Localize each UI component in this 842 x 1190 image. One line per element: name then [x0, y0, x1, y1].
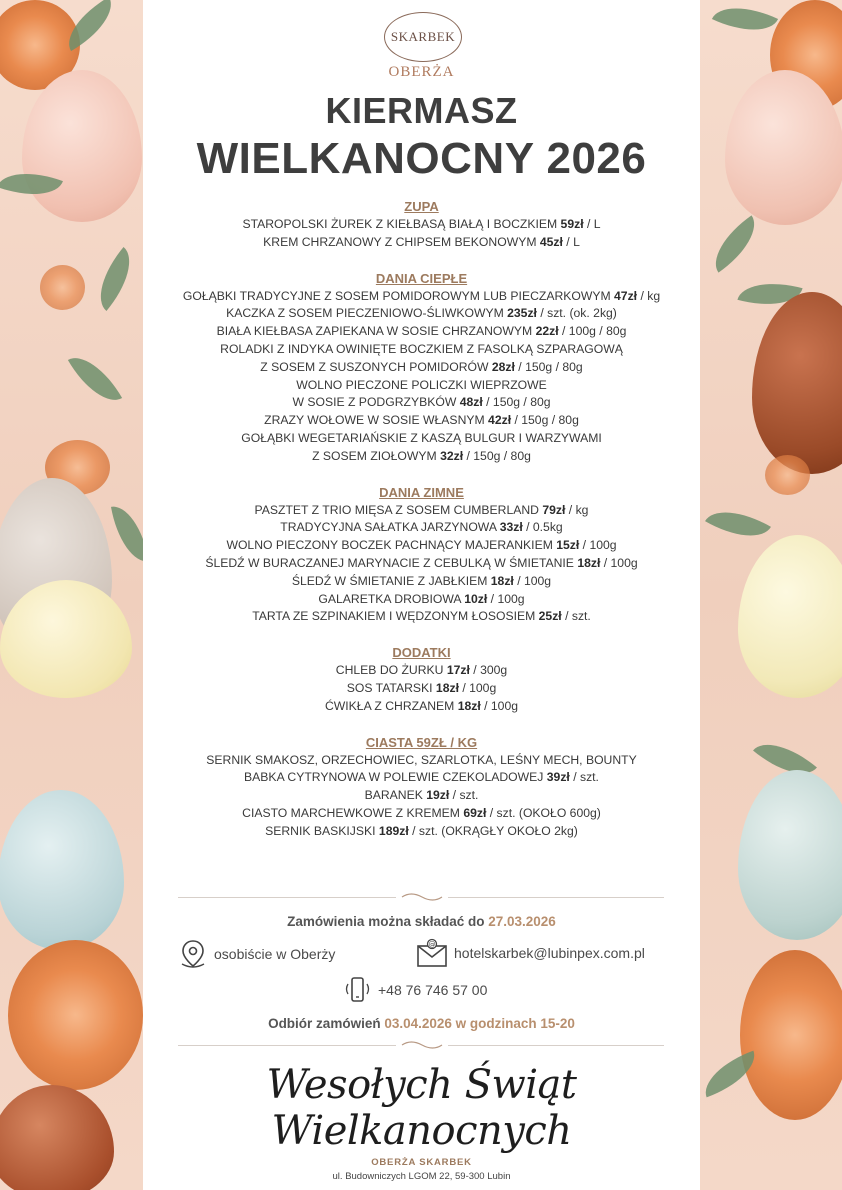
leaf-image: [712, 0, 778, 44]
menu-item-unit: / szt.: [561, 609, 591, 624]
menu-item-price: 19zł: [426, 788, 450, 803]
menu-item: [143, 698, 700, 716]
menu-item: [143, 216, 700, 234]
pickup-text: Odbiór zamówień: [268, 1016, 385, 1031]
menu-item-price: 189zł: [378, 823, 409, 838]
menu-item-unit: / 100g: [480, 698, 519, 713]
menu-item: [143, 805, 700, 823]
menu-item-price: 28zł: [491, 359, 515, 374]
menu-item-name: SERNIK BASKIJSKI: [265, 823, 379, 838]
pickup-info: [143, 1016, 700, 1031]
egg-image: [725, 70, 842, 225]
svg-text:@: @: [428, 940, 436, 949]
divider: [448, 897, 664, 898]
menu-item-unit: / 100g: [579, 538, 617, 553]
menu-item-unit: / 100g: [458, 680, 497, 695]
menu-item-name: CHLEB DO ŻURKU: [335, 663, 447, 678]
menu-list: [143, 198, 700, 859]
divider: [178, 897, 396, 898]
menu-item: [143, 752, 700, 770]
menu-item-unit: / 100g: [513, 573, 552, 588]
egg-image: [752, 292, 842, 474]
contact-email: [416, 938, 645, 968]
contact-phone: [342, 975, 487, 1005]
menu-item-name: KACZKA Z SOSEM PIECZENIOWO-ŚLIWKOWYM: [226, 306, 508, 321]
menu-item: [143, 823, 700, 841]
menu-item-unit: / szt. (ok. 2kg): [536, 306, 617, 321]
menu-item: [143, 502, 700, 520]
menu-item-unit: / szt.: [569, 770, 599, 785]
menu-item-price: 32zł: [440, 448, 464, 463]
egg-image: [0, 1085, 114, 1190]
order-deadline: [143, 914, 700, 929]
menu-item-name: GOŁĄBKI TRADYCYJNE Z SOSEM POMIDOROWYM LUB PIECZARKOWYM: [182, 288, 615, 303]
menu-item-price: 48zł: [459, 395, 483, 410]
menu-item-name: BARANEK: [364, 788, 427, 803]
egg-image: [0, 790, 124, 950]
menu-item-price: 25zł: [538, 609, 562, 624]
menu-section: [143, 270, 700, 466]
menu-item-name: ĆWIKŁA Z CHRZANEM: [324, 698, 458, 713]
egg-image: [738, 535, 842, 698]
menu-item-name: TRADYCYJNA SAŁATKA JARZYNOWA: [280, 520, 500, 535]
menu-item-unit: / 150g / 80g: [482, 395, 551, 410]
menu-item: [143, 394, 700, 412]
envelope-icon: [416, 938, 448, 968]
menu-item: [143, 412, 700, 430]
menu-item: [143, 555, 700, 573]
menu-item-name: Z SOSEM Z SUSZONYCH POMIDORÓW: [260, 359, 492, 374]
menu-item-unit: / 0.5kg: [522, 520, 563, 535]
menu-item: [143, 288, 700, 306]
page-title-line1: KIERMASZ: [325, 90, 518, 131]
menu-item-price: 42zł: [488, 413, 512, 428]
menu-item-price: 59zł: [560, 217, 584, 231]
menu-item-name: SOS TATARSKI: [346, 680, 436, 695]
menu-item-price: 33zł: [499, 520, 523, 535]
greeting: Wesołych Świąt Wielkanocnych: [266, 1062, 577, 1154]
menu-item: [143, 519, 700, 537]
menu-item-name: ŚLEDŹ W ŚMIETANIE Z JABŁKIEM: [291, 573, 491, 588]
menu-item-price: 47zł: [614, 288, 638, 303]
leaf-image: [705, 497, 771, 551]
menu-item-unit: / 300g: [469, 663, 508, 678]
contact-in-person: [178, 938, 335, 970]
menu-item-unit: / 150g / 80g: [511, 413, 579, 428]
menu-item-price: 17zł: [446, 663, 470, 678]
menu-section-heading: CIASTA 59ZŁ / KG: [365, 734, 478, 750]
menu-item-price: 79zł: [542, 502, 566, 517]
menu-item-unit: / L: [583, 217, 601, 231]
menu-item-price: 18zł: [490, 573, 514, 588]
menu-section-heading: DANIA CIEPŁE: [375, 270, 468, 286]
phone-link[interactable]: +48 76 746 57 00: [378, 982, 488, 998]
menu-item: [143, 377, 700, 395]
leaf-image: [85, 247, 143, 311]
menu-item: [143, 608, 700, 626]
page-title-line2: WIELKANOCNY 2026: [196, 134, 647, 183]
menu-item: [143, 305, 700, 323]
ornament-icon: [400, 891, 444, 903]
logo-name: OBERŻA: [388, 64, 455, 80]
menu-item-price: 18zł: [577, 555, 601, 570]
menu-item-price: 22zł: [535, 324, 559, 339]
order-deadline-date: 27.03.2026: [488, 914, 556, 929]
egg-image: [22, 70, 142, 222]
pickup-date: 03.04.2026 w godzinach 15-20: [384, 1016, 575, 1031]
ornament-icon: [400, 1039, 444, 1051]
footer-name: OBERŻA SKARBEK: [371, 1157, 472, 1168]
flower-image: [765, 455, 810, 495]
menu-item-unit: / szt. (OKRĄGŁY OKOŁO 2kg): [408, 823, 578, 838]
menu-item-name: GALARETKA DROBIOWA: [318, 591, 465, 606]
menu-section: [143, 484, 700, 627]
menu-item-name: ZRAZY WOŁOWE W SOSIE WŁASNYM: [264, 413, 489, 428]
divider: [448, 1045, 664, 1046]
leaf-image: [68, 346, 122, 412]
in-person-label: osobiście w Oberży: [214, 946, 336, 962]
menu-section: [143, 198, 700, 252]
menu-item-name: KREM CHRZANOWY Z CHIPSEM BEKONOWYM: [263, 234, 540, 249]
order-deadline-text: Zamówienia można składać do: [287, 914, 489, 929]
right-decoration: [700, 0, 842, 1190]
menu-section: [143, 734, 700, 841]
menu-item-unit: / kg: [637, 288, 661, 303]
menu-item-unit: / 150g / 80g: [514, 359, 583, 374]
menu-item-name: CIASTO MARCHEWKOWE Z KREMEM: [242, 805, 464, 820]
menu-item: [143, 662, 700, 680]
menu-item-name: WOLNO PIECZONY BOCZEK PACHNĄCY MAJERANKIEM: [226, 538, 557, 553]
footer-address: ul. Budowniczych LGOM 22, 59-300 Lubin: [332, 1171, 511, 1182]
menu-item-name: W SOSIE Z PODGRZYBKÓW: [292, 395, 460, 410]
menu-item-price: 18zł: [435, 680, 459, 695]
menu-item-name: PASZTET Z TRIO MIĘSA Z SOSEM CUMBERLAND: [254, 502, 543, 517]
menu-item-name: SERNIK SMAKOSZ, ORZECHOWIEC, SZARLOTKA, LEŚNY MECH, BOUNTY: [206, 752, 637, 767]
menu-item-price: 39zł: [546, 770, 570, 785]
egg-image: [738, 770, 842, 940]
flower-image: [8, 940, 143, 1090]
menu-item: [143, 537, 700, 555]
logo-brand: SKARBEK: [390, 29, 456, 44]
leaf-image: [111, 502, 143, 566]
menu-item: [143, 234, 700, 252]
leaf-image: [702, 215, 767, 272]
menu-item-name: STAROPOLSKI ŻUREK Z KIEŁBASĄ BIAŁĄ I BOCZKIEM: [242, 217, 561, 231]
menu-item-unit: / L: [562, 234, 580, 249]
menu-item: [143, 769, 700, 787]
menu-item-name: WOLNO PIECZONE POLICZKI WIEPRZOWE: [296, 377, 547, 392]
egg-image: [0, 580, 132, 698]
menu-section-heading: DODATKI: [392, 645, 451, 661]
menu-item: [143, 430, 700, 448]
menu-item: [143, 573, 700, 591]
menu-item: [143, 591, 700, 609]
menu-item-unit: / kg: [565, 502, 589, 517]
menu-item-unit: / szt.: [449, 788, 479, 803]
flower-image: [740, 950, 842, 1120]
menu-item-unit: / 150g / 80g: [463, 448, 531, 463]
menu-section-heading: DANIA ZIMNE: [379, 484, 464, 500]
email-link[interactable]: hotelskarbek@lubinpex.com.pl: [454, 945, 645, 961]
menu-item-price: 10zł: [464, 591, 488, 606]
menu-item: [143, 787, 700, 805]
menu-item-name: TARTA ZE SZPINAKIEM I WĘDZONYM ŁOSOSIEM: [252, 609, 539, 624]
menu-item: [143, 448, 700, 466]
divider: [178, 1045, 396, 1046]
menu-item-price: 45zł: [539, 234, 563, 249]
menu-item-price: 235zł: [507, 306, 537, 321]
menu-panel: [143, 0, 700, 1190]
menu-item-unit: / szt. (OKOŁO 600g): [486, 805, 601, 820]
phone-icon: [342, 975, 372, 1005]
menu-item: [143, 359, 700, 377]
menu-item-name: GOŁĄBKI WEGETARIAŃSKIE Z KASZĄ BULGUR I WARZYWAMI: [241, 430, 602, 445]
left-decoration: [0, 0, 143, 1190]
menu-item-unit: / 100g: [600, 555, 638, 570]
menu-item: [143, 341, 700, 359]
menu-item-price: 69zł: [463, 805, 487, 820]
location-pin-icon: [178, 938, 208, 970]
menu-item: [143, 323, 700, 341]
logo: [384, 12, 462, 62]
menu-item-price: 15zł: [556, 538, 580, 553]
menu-item-name: Z SOSEM ZIOŁOWYM: [312, 448, 441, 463]
menu-item-unit: / 100g: [487, 591, 525, 606]
menu-item-price: 18zł: [457, 698, 481, 713]
menu-item-name: BIAŁA KIEŁBASA ZAPIEKANA W SOSIE CHRZANOWYM: [216, 324, 536, 339]
menu-section-heading: ZUPA: [404, 199, 439, 214]
menu-item-name: ROLADKI Z INDYKA OWINIĘTE BOCZKIEM Z FASOLKĄ SZPARAGOWĄ: [220, 341, 623, 356]
menu-item-unit: / 100g / 80g: [558, 324, 627, 339]
menu-item: [143, 680, 700, 698]
menu-section: [143, 644, 700, 715]
menu-item-name: ŚLEDŹ W BURACZANEJ MARYNACIE Z CEBULKĄ W ŚMIETANIE: [205, 555, 578, 570]
menu-item-name: BABKA CYTRYNOWA W POLEWIE CZEKOLADOWEJ: [244, 770, 547, 785]
flower-image: [40, 265, 85, 310]
